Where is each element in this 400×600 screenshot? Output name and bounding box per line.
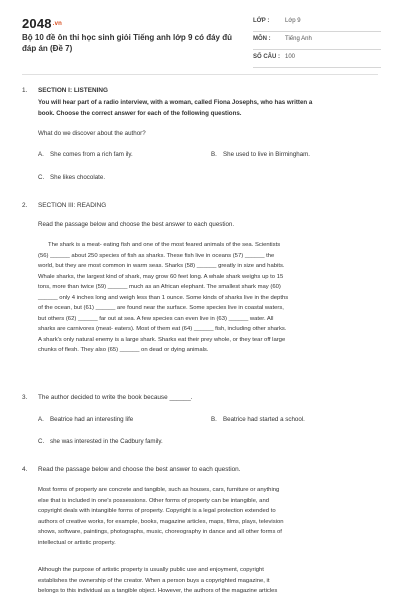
section-heading: SECTION I: LISTENING bbox=[38, 87, 108, 94]
document-meta bbox=[253, 14, 381, 68]
option-text: She comes from a rich fam ily. bbox=[50, 151, 133, 158]
question-number: 3. bbox=[22, 394, 28, 401]
option-c[interactable] bbox=[38, 438, 163, 445]
question-number: 2. bbox=[22, 202, 28, 209]
meta-key: SỐ CÂU : bbox=[253, 54, 280, 60]
passage-line: chunks of flesh. They also (65) ______ on dead or dying animals. bbox=[38, 347, 209, 353]
reading-passage-copyright-paragraph-1 bbox=[38, 485, 374, 548]
logo-domain: .vn bbox=[52, 21, 63, 27]
option-b[interactable] bbox=[211, 416, 305, 423]
passage-line: The shark is a meat- eating fish and one of the most feared animals of the sea. Scientists bbox=[48, 242, 281, 248]
meta-row-class bbox=[253, 14, 381, 32]
passage-line: establishes the ownership of the creator. When a person buys a copyrighted magazine, it bbox=[38, 577, 270, 584]
document-title: Bộ 10 đề ôn thi học sinh giỏi Tiếng anh lớp 9 có đáy đủ đáp án (Đề 7) bbox=[22, 33, 232, 53]
passage-line: (56) ______ about 250 species of fish as sharks. These fish live in oceans (57) ______ the bbox=[38, 252, 275, 259]
page-header bbox=[0, 0, 400, 66]
question-2-instruction: Read the passage below and choose the best answer to each question. bbox=[38, 221, 235, 228]
question-1-instruction-line-1: You will hear part of a radio interview, with a woman, called Fiona Josephs, who has written a bbox=[38, 99, 313, 106]
passage-line: A shark's only natural enemy is a large shark. Sharks eat their prey whole, or they tear off large bbox=[38, 336, 286, 343]
option-text: Beatrice had started a school. bbox=[223, 416, 305, 423]
passage-line: Whale sharks, the largest kind of shark, may grow 60 feet long. A whale shark weighs up to 15 bbox=[38, 273, 284, 280]
passage-line: of the ocean, but (61) ______ are found near the surface. Some species live in coastal waters, bbox=[38, 305, 284, 311]
question-number: 1. bbox=[22, 87, 28, 94]
logo-text: 2048 bbox=[22, 16, 52, 31]
question-1-instruction-line-2: book. Choose the correct answer for each of the following questions. bbox=[38, 110, 242, 117]
option-text: She likes chocolate. bbox=[50, 174, 106, 181]
passage-line: Most forms of property are concrete and tangible, such as houses, cars, furniture or anything bbox=[38, 487, 280, 493]
option-letter: A. bbox=[38, 151, 44, 158]
passage-line: Although the purpose of artistic property is usually public use and enjoyment, copyright bbox=[38, 567, 264, 573]
passage-line: tons, more than twice (59) ______ much as an African elephant. The smallest shark may (60) bbox=[38, 284, 281, 290]
meta-value: Lớp 9 bbox=[285, 18, 301, 24]
passage-line: copyright deals with intangible forms of property. Copyright is a legal protection extended to bbox=[38, 508, 276, 514]
question-instruction: Read the passage below and choose the best answer to each question. bbox=[38, 466, 241, 473]
passage-line: world, but they are most common in warm seas. Sharks (58) ______ greatly in size and habits. bbox=[38, 263, 285, 269]
passage-line: intellectual or artistic property. bbox=[38, 539, 116, 546]
option-letter: C. bbox=[38, 174, 45, 181]
option-text: she was interested in the Cadbury family. bbox=[50, 438, 163, 445]
header-divider bbox=[22, 74, 378, 75]
passage-line: ______ only 4 inches long and weigh less than 1 ounce. Some kinds of sharks live in the depths bbox=[38, 294, 289, 301]
passage-line: else that is included in one's possessions. Other forms of property can be intangible, and bbox=[38, 497, 269, 504]
passage-line: sharks are carnivores (meat- eaters). Most of them eat (64) ______ fish, including other sharks. bbox=[38, 326, 287, 332]
meta-key: LỚP : bbox=[253, 18, 270, 24]
meta-row-subject bbox=[253, 32, 381, 50]
option-text: Beatrice had an interesting life bbox=[50, 416, 134, 423]
option-letter: B. bbox=[211, 151, 217, 158]
option-text: She used to live in Birmingham. bbox=[223, 151, 311, 158]
meta-key: MÔN : bbox=[253, 36, 271, 42]
reading-passage-copyright-paragraph-2 bbox=[38, 565, 374, 597]
option-letter: C. bbox=[38, 438, 45, 445]
passage-line: authors of creative works, for example, books, magazine articles, maps, films, plays, television bbox=[38, 518, 284, 525]
passage-line: but others (62) ______ far out at sea. A few species can even live in (63) ______ water. All bbox=[38, 315, 274, 322]
meta-value: Tiếng Anh bbox=[285, 36, 312, 42]
option-a[interactable] bbox=[38, 151, 133, 158]
section-heading: SECTION III: READING bbox=[38, 202, 107, 209]
meta-row-count bbox=[253, 50, 381, 68]
option-b[interactable] bbox=[211, 151, 310, 158]
option-a[interactable] bbox=[38, 416, 133, 423]
question-prompt: The author decided to write the book because ______. bbox=[38, 394, 193, 401]
option-letter: A. bbox=[38, 416, 44, 423]
question-1-prompt: What do we discover about the author? bbox=[38, 130, 146, 137]
passage-line: shows, software, paintings, photographs, music, choreography in dance and all other forms of bbox=[38, 529, 282, 535]
passage-line: belongs to this individual as a tangible object. However, the authors of the magazine articles bbox=[38, 588, 278, 594]
meta-value: 100 bbox=[285, 54, 296, 60]
site-logo[interactable] bbox=[22, 16, 62, 31]
option-c[interactable] bbox=[38, 174, 105, 181]
question-number: 4. bbox=[22, 466, 28, 473]
reading-passage-shark bbox=[38, 240, 374, 356]
option-letter: B. bbox=[211, 416, 217, 423]
